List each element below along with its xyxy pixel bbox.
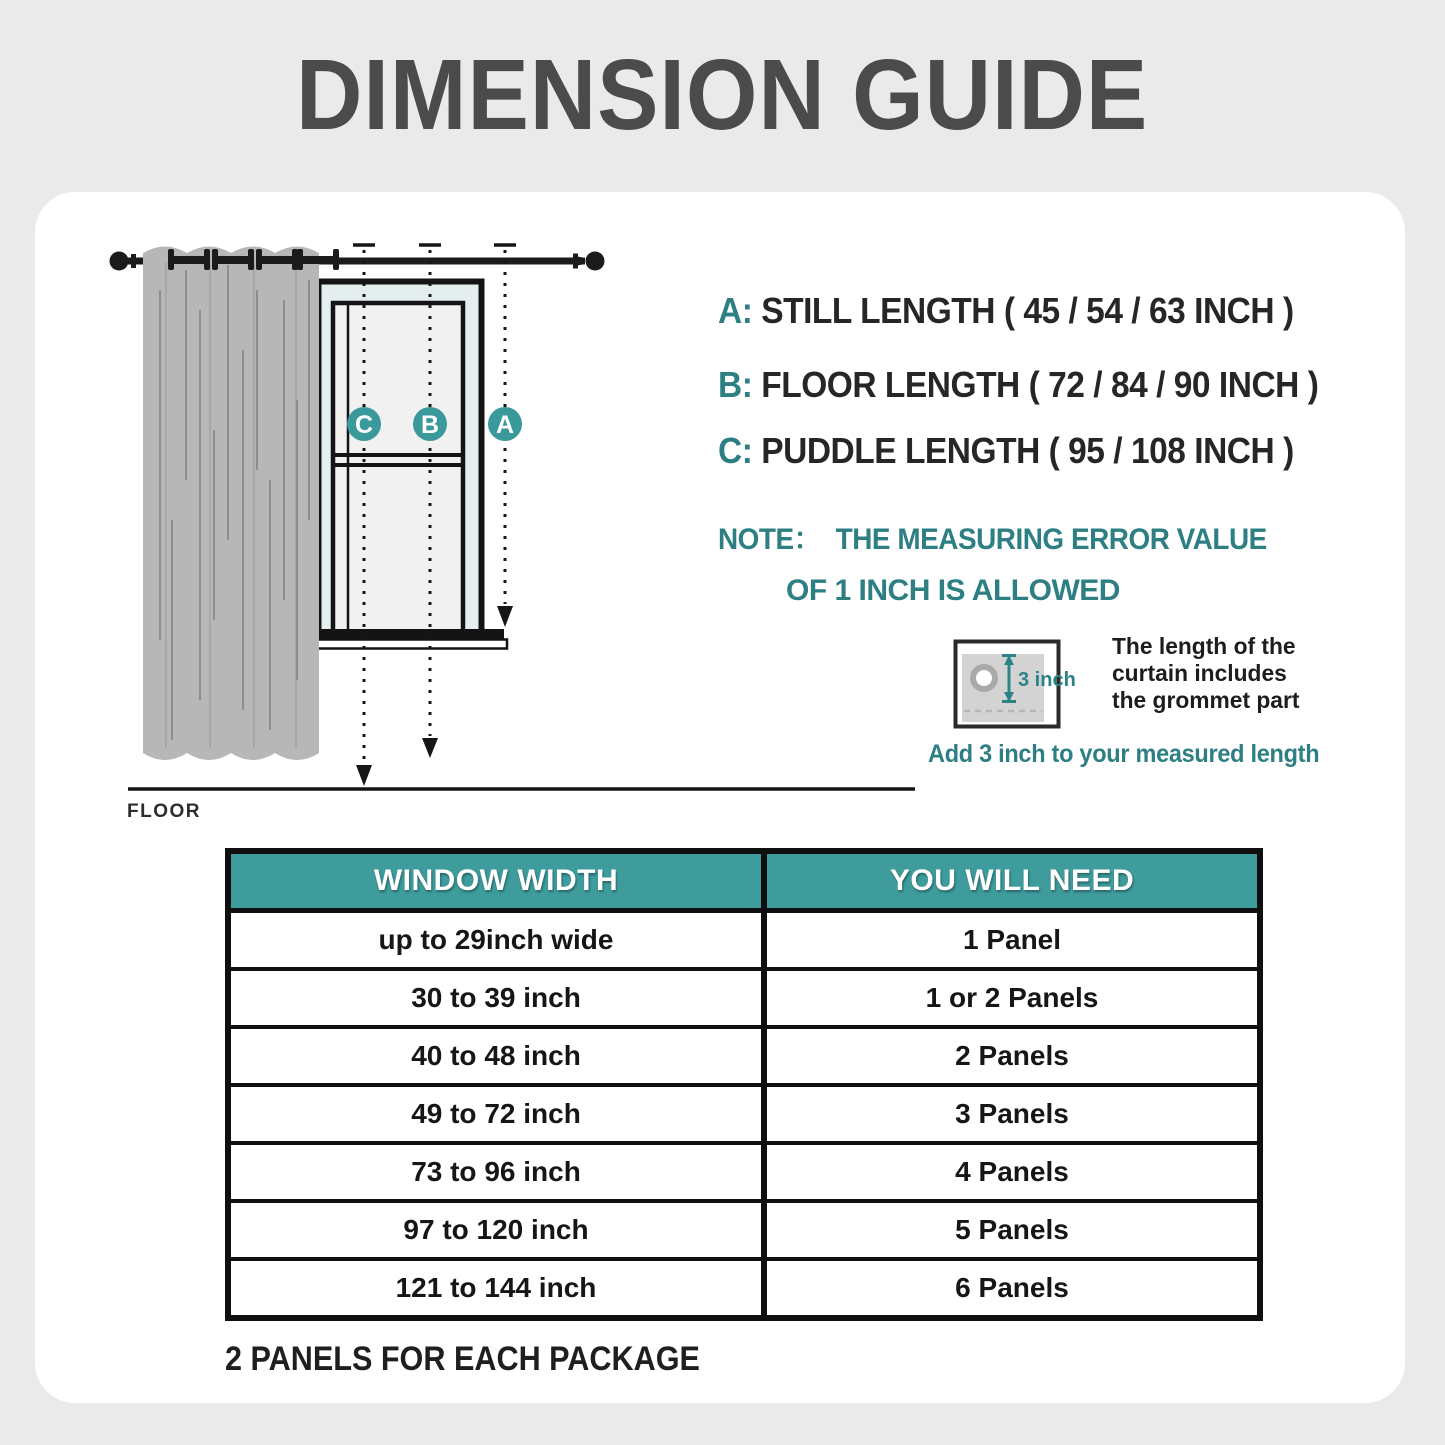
rod-finial-right [586, 252, 605, 271]
badge-a-label: A [495, 411, 515, 439]
table-row [228, 1027, 1260, 1085]
header-window-width: WINDOW WIDTH [228, 851, 764, 911]
grommet-ring-icon [973, 667, 995, 689]
grommet-description [1112, 633, 1299, 714]
grommet-desc-line-1: The length of the [1112, 633, 1296, 659]
table-row [228, 911, 1260, 970]
panels-cell: 5 Panels [764, 1201, 1260, 1259]
spec-line-b [718, 364, 1318, 406]
spec-a-text: STILL LENGTH ( 45 / 54 / 63 INCH ) [752, 290, 1294, 331]
window-width-cell: 30 to 39 inch [228, 969, 764, 1027]
window-width-cell: up to 29inch wide [228, 911, 764, 970]
page-title: DIMENSION GUIDE [296, 39, 1149, 151]
table-row [228, 1201, 1260, 1259]
package-note: 2 PANELS FOR EACH PACKAGE [225, 1340, 700, 1378]
grommet-tip: Add 3 inch to your measured length [928, 740, 1320, 768]
table-header-row [228, 851, 1260, 911]
content-card [35, 192, 1405, 1403]
panels-table [225, 848, 1263, 1321]
table-row [228, 1259, 1260, 1318]
window-width-cell: 40 to 48 inch [228, 1027, 764, 1085]
table-row [228, 969, 1260, 1027]
window-illustration [307, 282, 507, 649]
panels-cell: 1 Panel [764, 911, 1260, 970]
badge-c-label: C [354, 411, 374, 439]
spec-c-prefix: C: [718, 430, 753, 471]
table-row [228, 1085, 1260, 1143]
table-row [228, 1143, 1260, 1201]
grommet-diagram [950, 635, 1090, 735]
grommet-desc-line-3: the grommet part [1112, 687, 1300, 713]
note-line-2: OF 1 INCH IS ALLOWED [786, 574, 1120, 607]
spec-b-prefix: B: [718, 364, 753, 405]
panels-cell: 3 Panels [764, 1085, 1260, 1143]
measure-badges [347, 407, 522, 441]
panels-cell: 2 Panels [764, 1027, 1260, 1085]
spec-line-a [718, 290, 1294, 332]
window-width-cell: 121 to 144 inch [228, 1259, 764, 1318]
spec-a-prefix: A: [718, 290, 753, 331]
panels-cell: 4 Panels [764, 1143, 1260, 1201]
curtain-panel [143, 247, 339, 761]
floor-label: FLOOR [127, 801, 201, 822]
panels-cell: 6 Panels [764, 1259, 1260, 1318]
measuring-note [718, 514, 1267, 608]
window-sill [307, 629, 504, 639]
window-width-cell: 49 to 72 inch [228, 1085, 764, 1143]
spec-c-text: PUDDLE LENGTH ( 95 / 108 INCH ) [752, 430, 1294, 471]
spec-line-c [718, 430, 1294, 472]
rod-finial-left [110, 252, 129, 271]
badge-b-label: B [420, 411, 440, 439]
header-you-will-need: YOU WILL NEED [764, 851, 1260, 911]
spec-b-text: FLOOR LENGTH ( 72 / 84 / 90 INCH ) [752, 364, 1319, 405]
grommet-desc-line-2: curtain includes [1112, 660, 1287, 686]
grommet-measure-label: 3 inch [1018, 669, 1076, 691]
note-line-1: NOTE： THE MEASURING ERROR VALUE [718, 523, 1267, 556]
window-width-cell: 73 to 96 inch [228, 1143, 764, 1201]
window-width-cell: 97 to 120 inch [228, 1201, 764, 1259]
panels-cell: 1 or 2 Panels [764, 969, 1260, 1027]
